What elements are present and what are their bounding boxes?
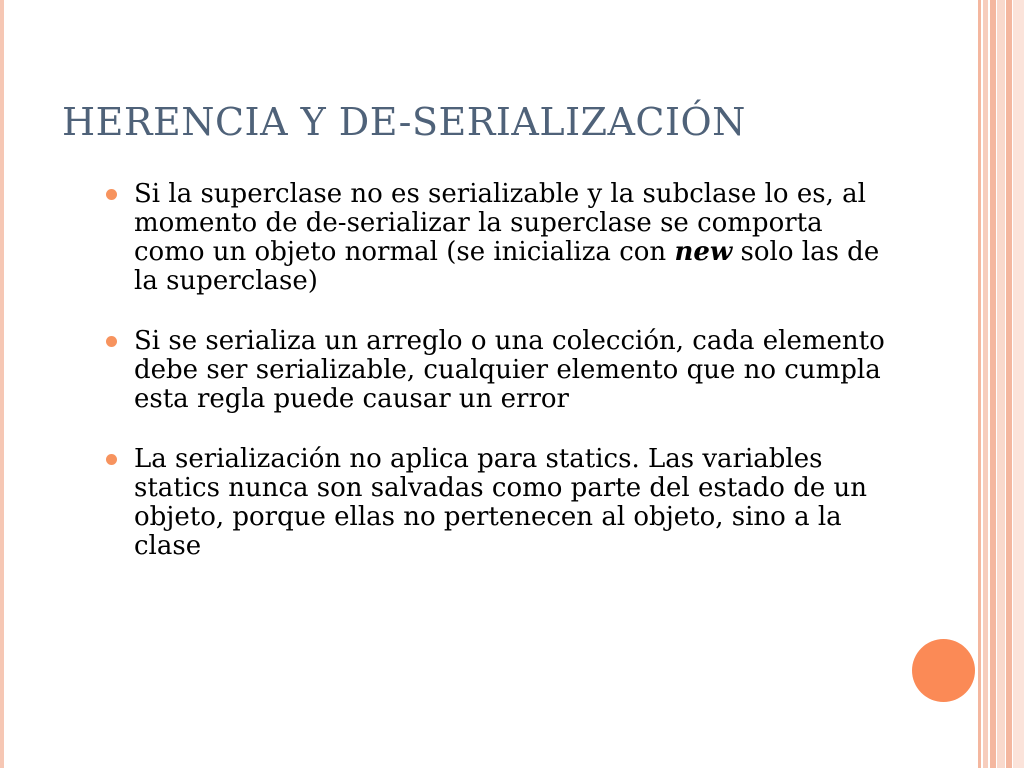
bullet-dot-icon bbox=[106, 189, 117, 200]
bullet-text-part: Si se serializa un arreglo o una colección, cada elemento debe ser serializable, cualquier elemento que no cumpla esta regla puede causar un error bbox=[134, 326, 885, 414]
right-stripe bbox=[990, 0, 996, 768]
bullet-emphasis: new bbox=[674, 237, 733, 267]
bullet-dot-icon bbox=[106, 336, 117, 347]
bullet-text bbox=[134, 444, 867, 561]
bullet-item bbox=[106, 445, 896, 561]
bullet-text-part: La serialización no aplica para statics. Las variables statics nunca son salvadas como parte del estado de un objeto, porque ellas no pertenecen al objeto, sino a la clase bbox=[134, 444, 867, 561]
bullet-text-part: Si la superclase no es serializable y la subclase lo es, al momento de de-serializar la superclase se comporta como un objeto normal (se inicializa con bbox=[134, 179, 866, 267]
bullet-item bbox=[106, 327, 896, 414]
right-stripe bbox=[978, 0, 981, 768]
bullet-text-part: solo las de la superclase) bbox=[134, 237, 880, 296]
right-stripe bbox=[1013, 0, 1024, 768]
bullet-text bbox=[134, 179, 879, 296]
accent-circle-icon bbox=[912, 639, 975, 702]
bullet-list bbox=[106, 180, 896, 592]
bullet-dot-icon bbox=[106, 454, 117, 465]
bullet-item bbox=[106, 180, 896, 296]
slide-title: HERENCIA Y DE-SERIALIZACIÓN bbox=[62, 100, 746, 144]
bullet-text bbox=[134, 326, 885, 414]
right-stripe bbox=[1006, 0, 1012, 768]
right-stripe bbox=[983, 0, 988, 768]
left-border-line bbox=[0, 0, 4, 768]
right-stripe bbox=[997, 0, 1005, 768]
